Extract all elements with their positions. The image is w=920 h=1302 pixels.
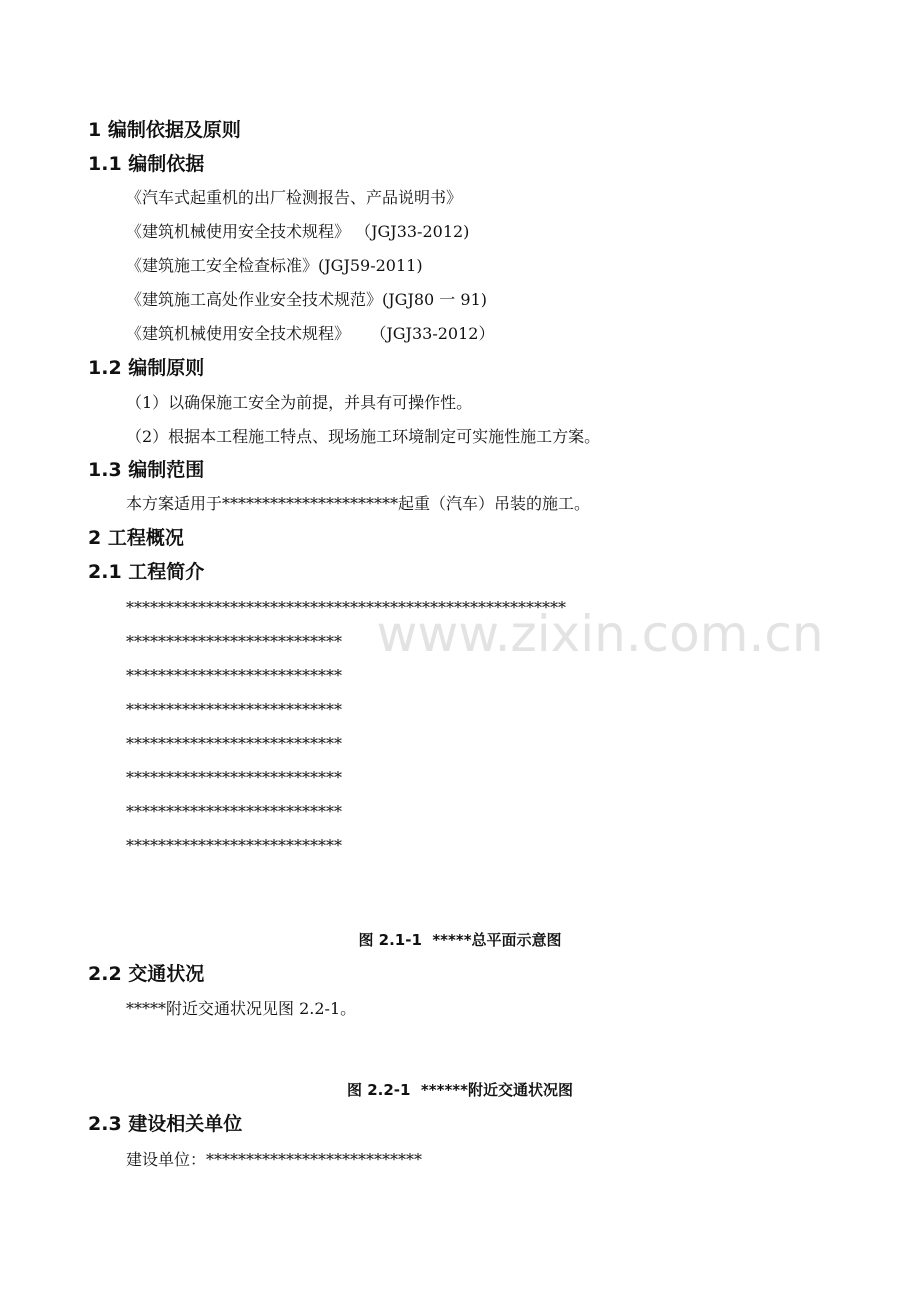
watermark: www.zixin.com.cn bbox=[376, 605, 824, 663]
intro-line: ******************************************************* bbox=[126, 598, 566, 617]
intro-line: *************************** bbox=[126, 734, 342, 753]
heading-1-2: 1.2 编制原则 bbox=[88, 357, 205, 379]
principle-item: （2）根据本工程施工特点、现场施工环境制定可实施性施工方案。 bbox=[126, 427, 601, 446]
reference-item: 《建筑施工高处作业安全技术规范》(JGJ80 一 91) bbox=[126, 290, 487, 309]
heading-2-2: 2.2 交通状况 bbox=[88, 963, 205, 985]
heading-2: 2 工程概况 bbox=[88, 527, 184, 549]
heading-1-1: 1.1 编制依据 bbox=[88, 153, 205, 175]
traffic-text: *****附近交通状况见图 2.2-1。 bbox=[126, 999, 357, 1018]
intro-line: *************************** bbox=[126, 768, 342, 787]
reference-item: 《建筑机械使用安全技术规程》 （JGJ33-2012） bbox=[126, 324, 495, 343]
intro-line: *************************** bbox=[126, 632, 342, 651]
figure-caption: 图 2.2-1 ******附近交通状况图 bbox=[347, 1081, 573, 1099]
reference-item: 《汽车式起重机的出厂检测报告、产品说明书》 bbox=[126, 188, 463, 207]
builder-text: 建设单位：*************************** bbox=[126, 1150, 423, 1169]
intro-line: *************************** bbox=[126, 700, 342, 719]
intro-line: *************************** bbox=[126, 802, 342, 821]
intro-line: *************************** bbox=[126, 666, 342, 685]
principle-item: （1）以确保施工安全为前提，并具有可操作性。 bbox=[126, 393, 473, 412]
heading-2-3: 2.3 建设相关单位 bbox=[88, 1113, 243, 1135]
heading-1-3: 1.3 编制范围 bbox=[88, 459, 205, 481]
reference-item: 《建筑施工安全检查标准》(JGJ59-2011) bbox=[126, 256, 423, 275]
figure-caption: 图 2.1-1 *****总平面示意图 bbox=[358, 931, 562, 949]
scope-text: 本方案适用于**********************起重（汽车）吊装的施工。 bbox=[126, 494, 591, 513]
reference-item: 《建筑机械使用安全技术规程》 （JGJ33-2012) bbox=[126, 222, 470, 241]
heading-2-1: 2.1 工程简介 bbox=[88, 561, 205, 583]
intro-line: *************************** bbox=[126, 836, 342, 855]
heading-1: 1 编制依据及原则 bbox=[88, 119, 241, 141]
